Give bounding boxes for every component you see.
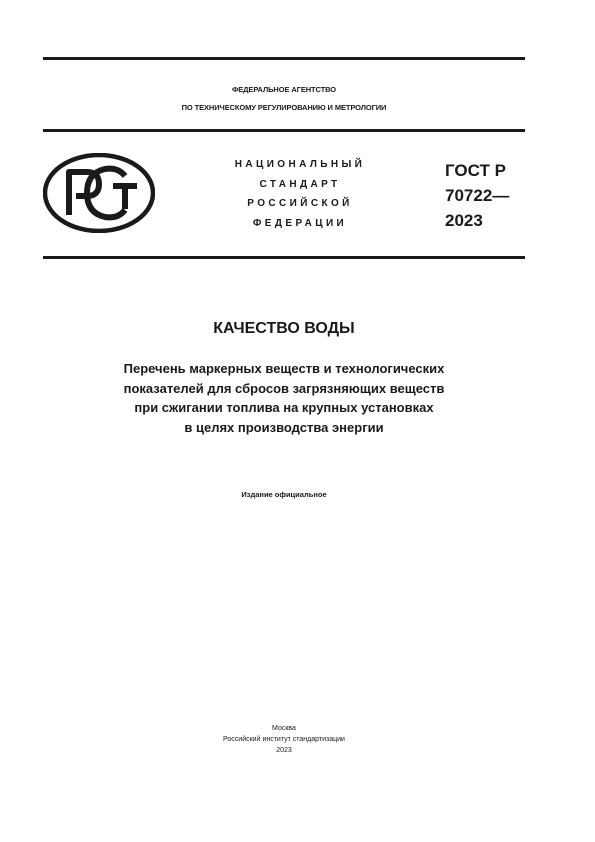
agency-line-2: ПО ТЕХНИЧЕСКОМУ РЕГУЛИРОВАНИЮ И МЕТРОЛОГИИ [181,103,387,112]
imprint-city: Москва [272,725,296,732]
standard-designation [445,158,509,233]
standard-type-line-3: РОССИЙСКОЙ [247,198,353,209]
agency-block [43,81,525,117]
designation-line-1: ГОСТ Р [445,161,506,180]
agency-line-1: ФЕДЕРАЛЬНОЕ АГЕНТСТВО [231,85,337,94]
imprint-block [43,723,525,756]
document-title: КАЧЕСТВО ВОДЫ [213,320,355,337]
subtitle-line-4: в целях производства энергии [184,419,384,435]
designation-line-2: 70722— [445,186,510,205]
middle-divider [43,129,525,132]
subtitle-line-1: Перечень маркерных веществ и технологических [123,361,445,376]
subtitle-line-2: показателей для сбросов загрязняющих веществ [123,380,445,396]
document-subtitle [43,359,525,437]
subtitle-line-3: при сжигании топлива на крупных установках [134,400,434,415]
standard-type-block [218,155,382,233]
imprint-year: 2023 [276,747,292,754]
top-divider [43,57,525,60]
standard-type-line-2: СТАНДАРТ [259,178,341,190]
standard-type-line-1: НАЦИОНАЛЬНЫЙ [234,159,366,170]
rst-certification-mark-icon [43,153,155,233]
standard-type-line-4: ФЕДЕРАЦИИ [252,217,348,229]
bottom-divider [43,256,525,259]
designation-line-3: 2023 [445,211,483,230]
imprint-publisher: Российский институт стандартизации [223,736,345,743]
edition-label: Издание официальное [241,490,327,499]
